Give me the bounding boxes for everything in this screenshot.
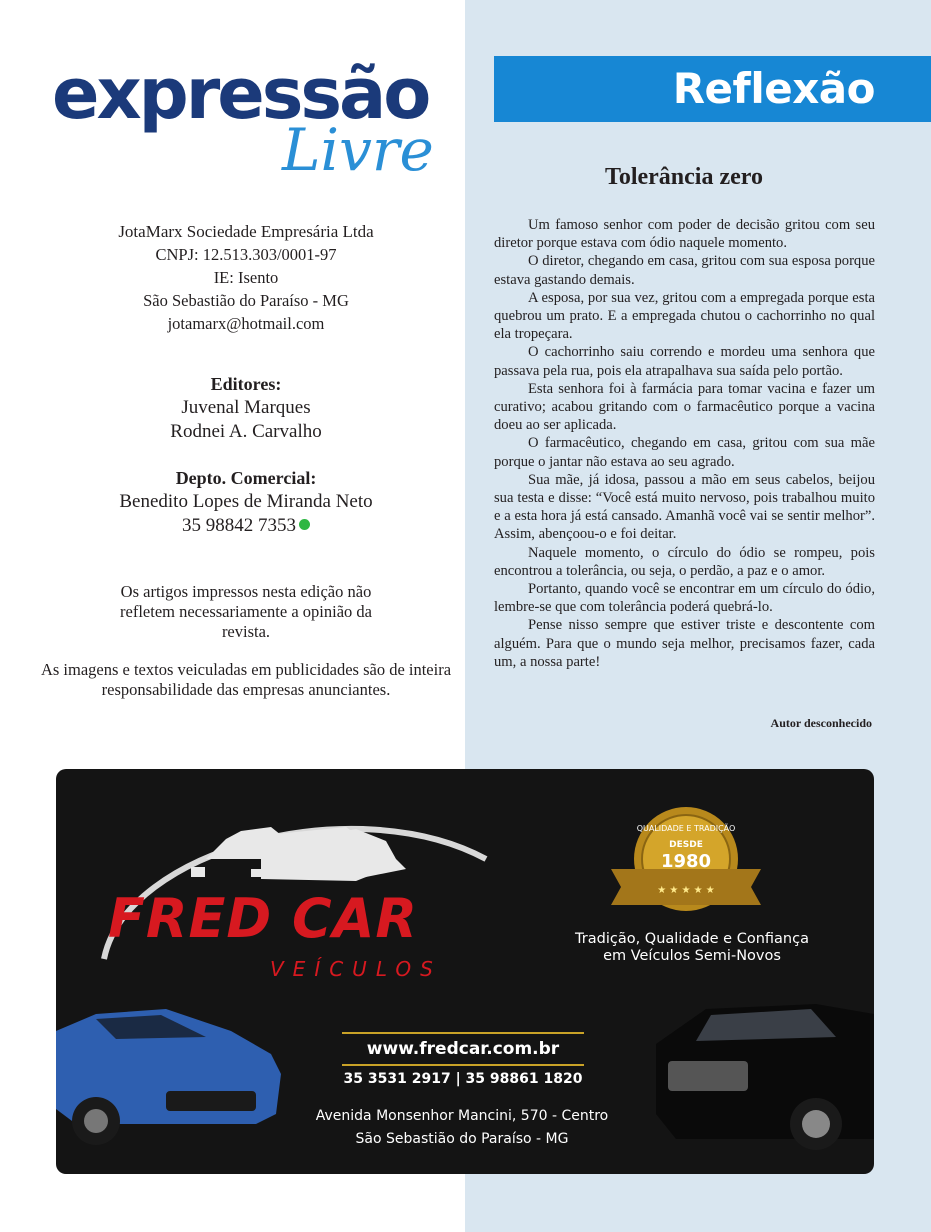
tagline-line: em Veículos Semi-Novos bbox=[603, 948, 781, 964]
brand-name: FRED CAR bbox=[108, 887, 418, 950]
editor-name: Juvenal Marques bbox=[181, 397, 311, 418]
tagline-line: Tradição, Qualidade e Confiança bbox=[575, 931, 809, 947]
article-paragraph: O cachorrinho saiu correndo e mordeu uma senhora que passava pela rua, pois ela atrapalhava sua saída pelo portão. bbox=[494, 344, 875, 379]
company-city: São Sebastião do Paraíso - MG bbox=[143, 291, 349, 310]
article-paragraph: Sua mãe, já idosa, passou a mão em seus cabelos, beijou sua testa e disse: “Você está muito nervoso, pois trabalhou muito e a esta hora já está cansado. Amanhã você vai se sentir melhor”. Assim, abençoou-o e foi deitar. bbox=[494, 471, 875, 543]
ad-tagline bbox=[542, 931, 842, 965]
blue-car-image bbox=[56, 1009, 281, 1145]
article-paragraph: Portanto, quando você se encontrar em um círculo do ódio, lembre-se que com tolerância poderá quebrá-lo. bbox=[494, 581, 875, 616]
section-label: Reflexão bbox=[672, 64, 875, 113]
ad-website-link[interactable]: www.fredcar.com.br bbox=[366, 1039, 560, 1059]
article-paragraph: O farmacêutico, chegando em casa, gritou com sua mãe porque o jantar não estava ao seu agrado. bbox=[494, 435, 875, 470]
whatsapp-icon bbox=[299, 519, 310, 530]
article-paragraph: Um famoso senhor com poder de decisão gritou com seu diretor porque estava com ódio naquele momento. bbox=[494, 217, 875, 252]
address-line: São Sebastião do Paraíso - MG bbox=[355, 1131, 569, 1147]
article-paragraph: Pense nisso sempre que estiver triste e descontente com alguém. Para que o mundo seja melhor, precisamos fazer, cada um, a nossa parte! bbox=[494, 617, 875, 670]
logo-word-expressao: expressão bbox=[52, 53, 429, 135]
ad-address bbox=[292, 1105, 632, 1151]
article-body bbox=[494, 216, 875, 671]
company-name: JotaMarx Sociedade Empresária Ltda bbox=[118, 222, 374, 241]
article-paragraph: Naquele momento, o círculo do ódio se rompeu, pois encontrou a tolerância, ou seja, o perdão, a paz e o amor. bbox=[494, 544, 875, 579]
seal-arc-text: QUALIDADE E TRADIÇÃO bbox=[636, 824, 736, 833]
article-paragraph: Esta senhora foi à farmácia para tomar vacina e fazer um curativo; acabou gritando com o farmacêutico porque a vacina doeu ao ser aplicada. bbox=[494, 380, 875, 434]
commercial-heading: Depto. Comercial: bbox=[175, 468, 317, 488]
ad-phones: 35 3531 2917 | 35 98861 1820 bbox=[343, 1071, 583, 1087]
editor-name: Rodnei A. Carvalho bbox=[170, 421, 322, 442]
seal-year-text: 1980 bbox=[660, 851, 712, 872]
editors-heading: Editores: bbox=[210, 374, 282, 394]
brand-subtitle: VEÍCULOS bbox=[270, 957, 442, 981]
seal-stars: ★ ★ ★ ★ ★ bbox=[657, 885, 715, 896]
black-pickup-image bbox=[656, 1004, 874, 1150]
company-info bbox=[40, 220, 452, 335]
seal-since-text: DESDE bbox=[669, 840, 703, 850]
commercial-contact-name: Benedito Lopes de Miranda Neto bbox=[119, 491, 373, 512]
commercial-phone-line bbox=[40, 514, 452, 538]
section-header-bar bbox=[494, 56, 931, 122]
editors-block bbox=[40, 372, 452, 444]
article-title: Tolerância zero bbox=[605, 164, 763, 190]
article-paragraph: A esposa, por sua vez, gritou com a empregada porque esta quebrou um prato. E a empregada chutou o cachorrinho no qual ela tropeçara. bbox=[494, 289, 875, 343]
commercial-block bbox=[40, 466, 452, 538]
magazine-logo bbox=[52, 54, 452, 184]
address-line: Avenida Monsenhor Mancini, 570 - Centro bbox=[315, 1108, 609, 1124]
disclaimer-paragraph: As imagens e textos veiculadas em publicidades são de inteira responsabilidade das empresas anunciantes. bbox=[40, 660, 452, 699]
logo-word-livre: Livre bbox=[282, 116, 434, 184]
commercial-phone: 35 98842 7353 bbox=[182, 515, 296, 536]
company-email: jotamarx@hotmail.com bbox=[167, 314, 325, 333]
fredcar-advertisement bbox=[56, 769, 874, 1174]
company-cnpj: CNPJ: 12.513.303/0001-97 bbox=[155, 245, 337, 264]
disclaimer bbox=[40, 582, 452, 718]
article-paragraph: O diretor, chegando em casa, gritou com sua esposa porque estava gastando demais. bbox=[494, 253, 875, 288]
company-ie: IE: Isento bbox=[213, 268, 279, 287]
article-author: Autor desconhecido bbox=[770, 716, 872, 730]
car-silhouette-icon bbox=[191, 827, 406, 881]
disclaimer-paragraph: Os artigos impressos nesta edição não refletem necessariamente a opinião da revista. bbox=[120, 582, 372, 641]
